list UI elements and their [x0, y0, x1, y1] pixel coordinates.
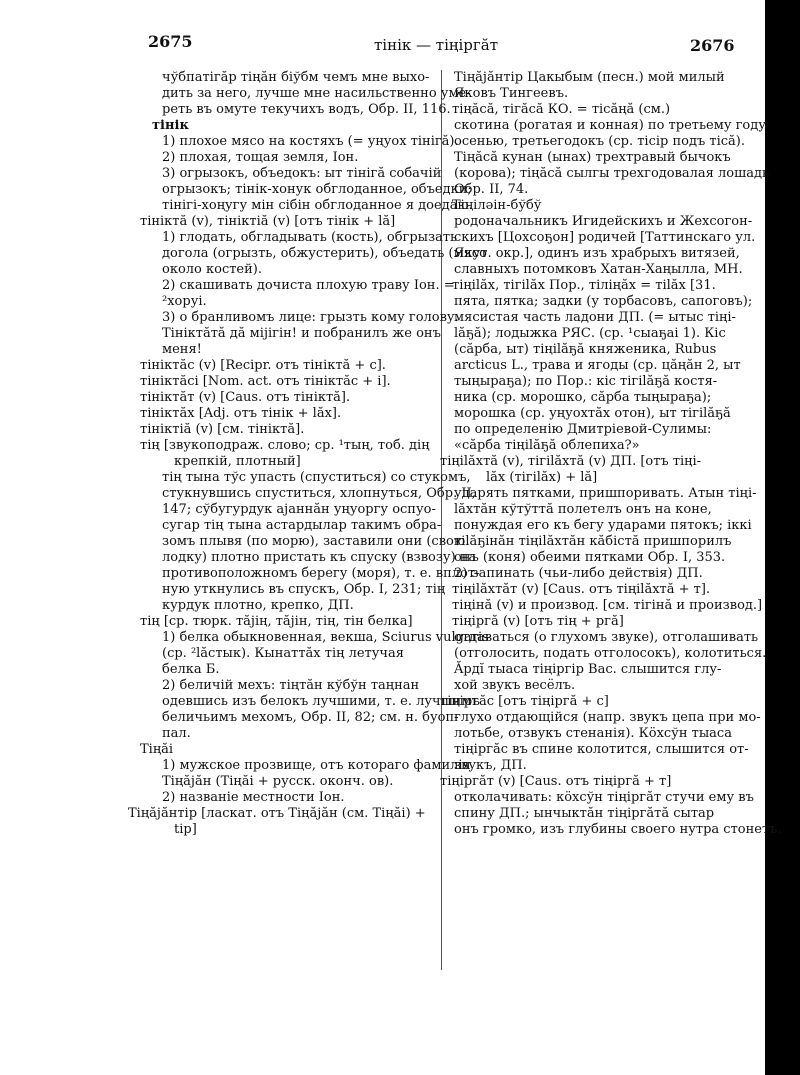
text-line: (корова); тіңăсă сылгы трехгодовалая лошадь — [454, 166, 770, 181]
text-line: Тіңăі — [140, 742, 174, 757]
text-line: спину ДП.; ынчыктăн тіңіргăтă сытар — [454, 806, 715, 821]
text-line: догола (огрызть, обжустерить), объедать (мясо — [162, 246, 487, 261]
text-line: одевшись изъ белокъ лучшими, т. е. лучшимъ — [162, 694, 480, 709]
text-line: онъ громко, изъ глубины своего нутра стонетъ. — [454, 822, 782, 837]
text-line: родоначальникъ Игидейскихъ и Жехсогон- — [454, 214, 753, 229]
text-line: (ср. ²lăстык). Кынаттăх тің летучая — [162, 646, 404, 661]
text-line: Обр. II, 74. — [454, 182, 529, 197]
text-line: тініктăх [Adj. отъ тінік + lăx]. — [140, 406, 342, 421]
text-line: славныхъ потомковъ Хатан-Хаңылла, МН. — [454, 262, 743, 277]
text-line: Тіңăсă кунан (ынах) трехтравый бычокъ — [454, 150, 731, 165]
text-line: лодку) плотно пристать къ спуску (взвозу) на — [162, 550, 477, 565]
text-line: курдук плотно, крепко, ДП. — [162, 598, 354, 613]
text-line: сугар тің тына астардылар такимъ обра- — [162, 518, 442, 533]
text-line: arcticus L., трава и ягоды (ср. цăңăн 2, ыт — [454, 358, 741, 373]
text-line: мясистая часть ладони ДП. (= ытыс тіңі- — [454, 310, 736, 325]
text-line: 1) белка обыкновенная, векша, Sciurus vulgaris — [162, 630, 489, 645]
text-line: 2) беличій мехъ: тіңтăн кўбўн таңнан — [162, 678, 420, 693]
text-line: Тіңіләін-бўбў — [452, 198, 542, 213]
text-line: 2) запинать (чьи-либо действія) ДП. — [454, 566, 703, 581]
text-line: Яковъ Тингеевъ. — [454, 86, 569, 101]
text-line: по определенію Дмитріевой-Сулимы: — [454, 422, 712, 437]
text-line: огрызокъ; тінік-хонук обглоданное, объедки; — [162, 182, 472, 197]
text-line: тыңыраҕа); по Пор.: кіс тігіlăҕă костя- — [454, 374, 718, 389]
text-line: тініктăт (v) [Caus. отъ тініктă]. — [140, 390, 351, 405]
text-line: 1) мужское прозвище, отъ котораго фамилія — [162, 758, 471, 773]
text-line: тіңіргă (v) [отъ тің + ргă] — [452, 614, 624, 629]
text-line: ударять пятками, пришпоривать. Атын тіңі- — [454, 486, 757, 501]
text-line: пята, пятка; задки (у торбасовъ, сапоговъ); — [454, 294, 753, 309]
text-line: крепкій, плотный] — [174, 454, 301, 469]
text-line: Тіңăјăн (Тіңăі + русск. оконч. ов). — [162, 774, 394, 789]
text-line: отдаваться (о глухомъ звуке), отголашивать — [454, 630, 759, 645]
text-line: «сăрба тіңіlăҕă облепиха?» — [454, 438, 640, 453]
text-line: 1) плохое мясо на костяхъ (= уңуох тінігă). — [162, 134, 459, 149]
text-line: тініктăсі [Nom. act. отъ тініктăс + і]. — [140, 374, 391, 389]
text-line: тіңіргăс [отъ тіңіргă + с] — [440, 694, 609, 709]
text-line: 2) названіе местности Іон. — [162, 790, 345, 805]
text-line: tір] — [174, 822, 197, 837]
text-line: около костей). — [162, 262, 262, 277]
text-line: тіңіргăт (v) [Caus. отъ тіңіргă + т] — [440, 774, 672, 789]
text-line: противоположномъ берегу (моря), т. е. вплот- — [162, 566, 480, 581]
text-line: lăхтăн кўтўттă полетелъ онъ на коне, — [454, 502, 712, 517]
text-line: меня! — [162, 342, 202, 357]
text-line: 3) о бранливомъ лице: грызть кому голову. — [162, 310, 459, 325]
left-column — [128, 70, 489, 838]
text-line: тің [звукоподраж. слово; ср. ¹тың, тоб. дің — [140, 438, 430, 453]
text-line: ника (ср. морошко, сăрба тыңыраҕа); — [454, 390, 712, 405]
text-line: морошка (ср. уңуохтăх отон), ыт тігіlăҕă — [454, 406, 731, 421]
text-line: тініктіă (v) [см. тініктă]. — [140, 422, 305, 437]
text-line: белка Б. — [162, 662, 220, 677]
text-line: ²хоруі. — [162, 294, 207, 309]
text-line: стукнувшись спуститься, хлопнуться, Обр. II, — [162, 486, 476, 501]
text-line: 3) огрызокъ, объедокъ: ыт тінігă собачій — [162, 166, 442, 181]
text-line: глухо отдающійся (напр. звукъ цепа при мо- — [454, 710, 761, 725]
text-line: 1) глодать, обгладывать (кость), обгрызать — [162, 230, 458, 245]
text-line: тіңăсă, тігăсă КО. = тісăңă (см.) — [452, 102, 671, 117]
text-line: 147; сўбугурдук ајаннăн уңуоргу оспуо- — [162, 502, 436, 517]
page-number-left: 2675 — [148, 32, 193, 51]
text-line: тіңіlăхтă (v), тігіlăхтă (v) ДП. [отъ тіңі- — [440, 454, 702, 469]
text-line: Тіңăјăнтір [ласкат. отъ Тіңăјăн (см. Тіңăі) + — [128, 806, 426, 821]
text-line: lăх (тігіlăх) + lă] — [486, 470, 598, 485]
text-line: тіңіlăх, тігіlăх Пор., тіліңăх = тіlăх [31. — [452, 278, 716, 293]
text-line: (сăрба, ыт) тіңіlăҕă княженика, Rubus — [454, 342, 717, 357]
text-line: пал. — [162, 726, 191, 741]
text-line: тіңінă (v) и производ. [см. тігінă и производ.] — [452, 598, 763, 613]
text-line: 2) скашивать дочиста плохую траву Іон. = — [162, 278, 455, 293]
text-line: онъ (коня) обеими пятками Обр. I, 353. — [454, 550, 726, 565]
text-line: отколачивать: кöхсўн тіңіргăт стучи ему въ — [454, 790, 754, 805]
scan-edge — [765, 0, 800, 1075]
text-line: lăҕă); лодыжка РЯС. (ср. ¹сыаҕаі 1). Кіс — [454, 326, 726, 341]
text-line: скотина (рогатая и конная) по третьему году — [454, 118, 766, 133]
text-line: Якут. окр.], одинъ изъ храбрыхъ витязей, — [454, 246, 740, 261]
text-line: дить за него, лучше мне насильственно уме- — [162, 86, 471, 101]
page-number-right: 2676 — [690, 36, 735, 55]
text-line: звукъ, ДП. — [454, 758, 527, 773]
text-line: скихъ [Цохсоҕон] родичей [Таттинскаго ул. — [454, 230, 756, 245]
text-line: беличьимъ мехомъ, Обр. II, 82; см. н. буоп- — [162, 710, 459, 725]
text-line: тінік — [152, 118, 189, 133]
right-column — [440, 70, 782, 838]
text-line: реть въ омуте текучихъ водъ, Обр. II, 116. — [162, 102, 451, 117]
text-line: хой звукъ весёлъ. — [454, 678, 576, 693]
text-line: ную уткнулись въ спускъ, Обр. I, 231; тің — [162, 582, 446, 597]
text-line: лотьбе, отзвукъ стенанія). Кöхсўн тыаса — [454, 726, 732, 741]
text-line: тіlăҕінăн тіңіlăхтăн кăбістă пришпорилъ — [454, 534, 732, 549]
text-line: 2) плохая, тощая земля, Іон. — [162, 150, 359, 165]
text-line: Тіңăјăнтір Цакыбым (песн.) мой милый — [454, 70, 725, 85]
text-line: (отголосить, подать отголосокъ), колотиться. — [454, 646, 767, 661]
text-line: тініктăс (v) [Recipr. отъ тініктă + с]. — [140, 358, 386, 373]
text-line: понуждая его къ бегу ударами пятокъ; іккі — [454, 518, 752, 533]
text-line: зомъ плывя (по морю), заставили они (свою — [162, 534, 466, 549]
page-header — [0, 28, 760, 58]
text-line: чўбпатігăр тіңăн біўбм чемъ мне выхо- — [162, 70, 430, 85]
text-line: тіңіргăс въ спине колотится, слышится от- — [454, 742, 749, 757]
text-line: тініктă (v), тініктіă (v) [отъ тінік + lă] — [140, 214, 396, 229]
text-line: тінігі-хоңугу мін сібін обглоданное я доедаю. — [162, 198, 473, 213]
running-title: тінік — тіңіргăт — [374, 36, 499, 54]
text-line: Ăрдĭ тыаса тіңіргір Вас. слышится глу- — [454, 662, 722, 677]
text-line: тің [ср. тюрк. тăјің, тăјін, тің, тін белка] — [140, 614, 413, 629]
text-line: тің тына тўс упасть (спуститься) со стукомъ, — [162, 470, 471, 485]
text-line: осенью, третьегодокъ (ср. тісір подъ тісă). — [454, 134, 745, 149]
text-line: Тініктăтă дă міјігін! и побранилъ же онъ — [162, 326, 441, 341]
text-line: тіңіlăхтăт (v) [Caus. отъ тіңіlăхтă + т]. — [452, 582, 711, 597]
